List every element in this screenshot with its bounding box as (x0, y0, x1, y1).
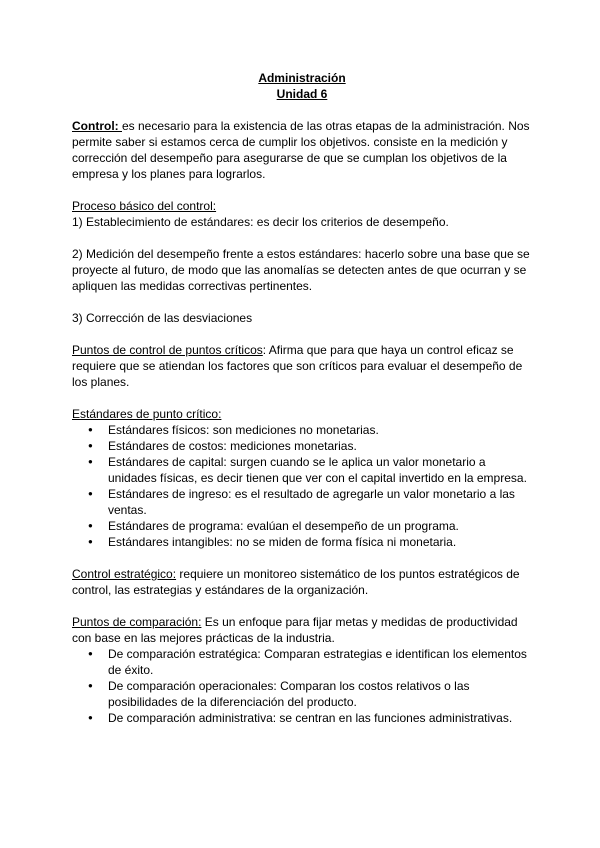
comparaciones-list (72, 646, 532, 726)
list-item: ● Estándares de capital: surgen cuando se le aplica un valor monetario a unidades físicas, es decir tienen que ver con el capital invertido en la empresa. (108, 454, 532, 486)
puntos-paragraph (72, 342, 532, 390)
document-page (72, 70, 532, 742)
estrategico-label: Control estratégico: (72, 567, 177, 581)
estrategico-paragraph (72, 566, 532, 598)
proceso-section (72, 198, 532, 230)
proceso-step-2: 2) Medición del desempeño frente a estos estándares: hacerlo sobre una base que se proyecte al futuro, de modo que las anomalías se detecten antes de que ocurran y se apliquen las medidas correctivas pertinentes. (72, 247, 530, 293)
puntos-text: : Afirma que para que haya un control eficaz se requiere que se atiendan los factores que son críticos para evaluar el desempeño de los planes. (72, 343, 523, 389)
comparacion-paragraph (72, 614, 532, 646)
control-paragraph (72, 118, 532, 182)
list-item: ● Estándares físicos: son mediciones no monetarias. (108, 422, 532, 438)
control-label: Control: (72, 119, 122, 133)
estandares-list (72, 422, 532, 550)
estrategico-text: requiere un monitoreo sistemático de los puntos estratégicos de control, las estrategias y estándares de la organización. (72, 567, 520, 597)
document-title: Administración (258, 71, 346, 85)
list-item: ● De comparación administrativa: se centran en las funciones administrativas. (108, 710, 532, 726)
list-item: ● Estándares intangibles: no se miden de forma física ni monetaria. (108, 534, 532, 550)
list-item: ● De comparación operacionales: Comparan los costos relativos o las posibilidades de la diferenciación del producto. (108, 678, 532, 710)
proceso-step-3: 3) Corrección de las desviaciones (72, 311, 253, 325)
comparacion-text: Es un enfoque para fijar metas y medidas de productividad con base en las mejores prácticas de la industria. (72, 615, 518, 645)
list-item: ● Estándares de costos: mediciones monetarias. (108, 438, 532, 454)
comparacion-section (72, 614, 532, 726)
document-subtitle: Unidad 6 (276, 87, 328, 101)
list-item: ● Estándares de ingreso: es el resultado de agregarle un valor monetario a las ventas. (108, 486, 532, 518)
list-item: ● De comparación estratégica: Comparan estrategias e identifican los elementos de éxito. (108, 646, 532, 678)
list-item: ● Estándares de programa: evalúan el desempeño de un programa. (108, 518, 532, 534)
comparacion-label: Puntos de comparación: (72, 615, 202, 629)
title-block (72, 70, 532, 102)
control-text: es necesario para la existencia de las otras etapas de la administración. Nos permite saber si estamos cerca de cumplir los objetivos. consiste en la medición y corrección del desempeño para asegurarse de que se cumplan los objetivos de la empresa y los planes para lograrlos. (72, 119, 530, 181)
puntos-label: Puntos de control de puntos críticos (72, 343, 263, 357)
proceso-step-1: 1) Establecimiento de estándares: es decir los criterios de desempeño. (72, 215, 449, 229)
proceso-heading: Proceso básico del control: (72, 199, 217, 213)
estandares-heading: Estándares de punto crítico: (72, 407, 222, 421)
estandares-section (72, 406, 532, 550)
